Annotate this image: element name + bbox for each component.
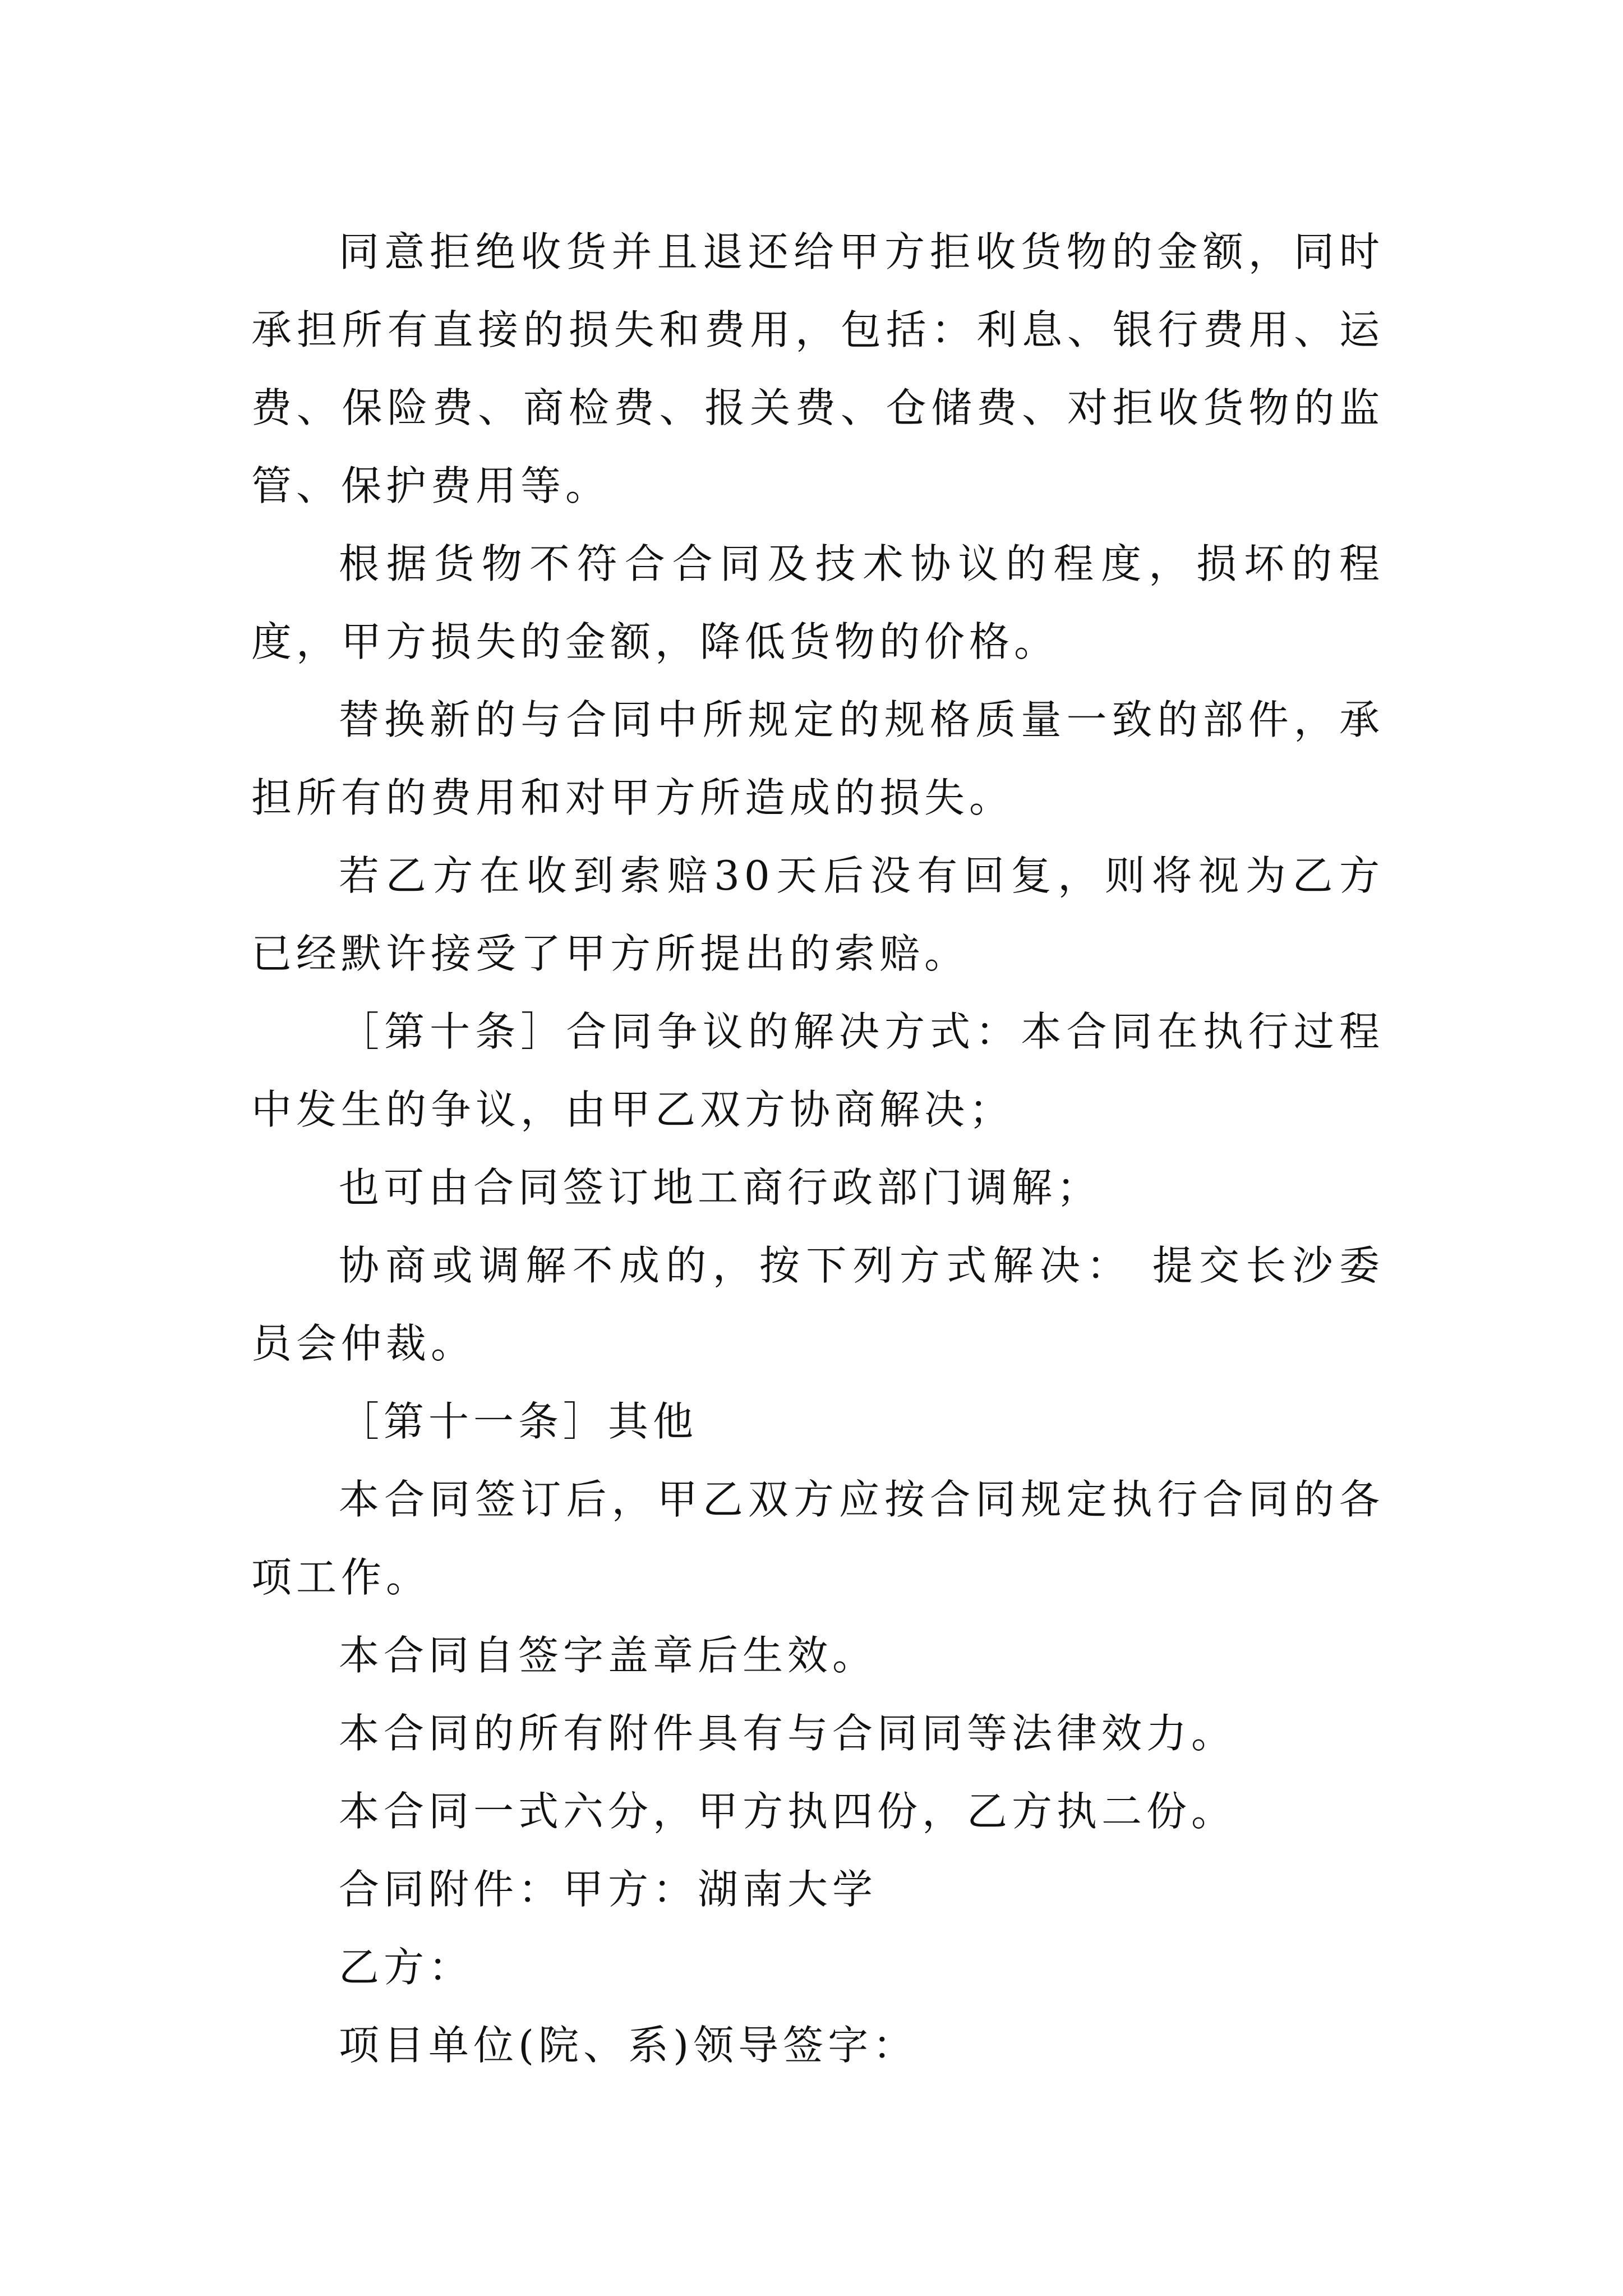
paragraph-refund-costs: 同意拒绝收货并且退还给甲方拒收货物的金额，同时承担所有直接的损失和费用，包括：利息、银行费用、运费、保险费、商检费、报关费、仓储费、对拒收货物的监管、保护费用等。 xyxy=(251,228,1384,509)
paragraph-mediation: 也可由合同签订地工商行政部门调解； xyxy=(339,1164,1102,1211)
paragraph-claim-acceptance: 若乙方在收到索赔30天后没有回复，则将视为乙方已经默许接受了甲方所提出的索赔。 xyxy=(251,852,1384,977)
paragraph-article-11-heading: ［第十一条］其他 xyxy=(339,1398,698,1445)
paragraph-price-reduction: 根据货物不符合合同及技术协议的程度，损坏的程度，甲方损失的金额，降低货物的价格。 xyxy=(251,540,1384,665)
paragraph-effective: 本合同自签字盖章后生效。 xyxy=(339,1632,878,1679)
paragraph-execution: 本合同签订后，甲乙双方应按合同规定执行合同的各项工作。 xyxy=(251,1476,1384,1601)
paragraph-replacement: 替换新的与合同中所规定的规格质量一致的部件，承担所有的费用和对甲方所造成的损失。 xyxy=(251,696,1384,821)
document-body xyxy=(251,213,1384,2085)
paragraph-party-a: 合同附件：甲方：湖南大学 xyxy=(339,1866,878,1913)
paragraph-article-10-dispute: ［第十条］合同争议的解决方式：本合同在执行过程中发生的争议，由甲乙双方协商解决； xyxy=(251,1008,1384,1133)
paragraph-party-b: 乙方： xyxy=(339,1944,474,1991)
paragraph-arbitration: 协商或调解不成的，按下列方式解决： 提交长沙委员会仲裁。 xyxy=(251,1242,1384,1367)
paragraph-copies: 本合同一式六分，甲方执四份，乙方执二份。 xyxy=(339,1788,1237,1835)
paragraph-attachments-validity: 本合同的所有附件具有与合同同等法律效力。 xyxy=(339,1710,1237,1757)
paragraph-signature-line: 项目单位(院、系)领导签字： xyxy=(339,2022,918,2069)
